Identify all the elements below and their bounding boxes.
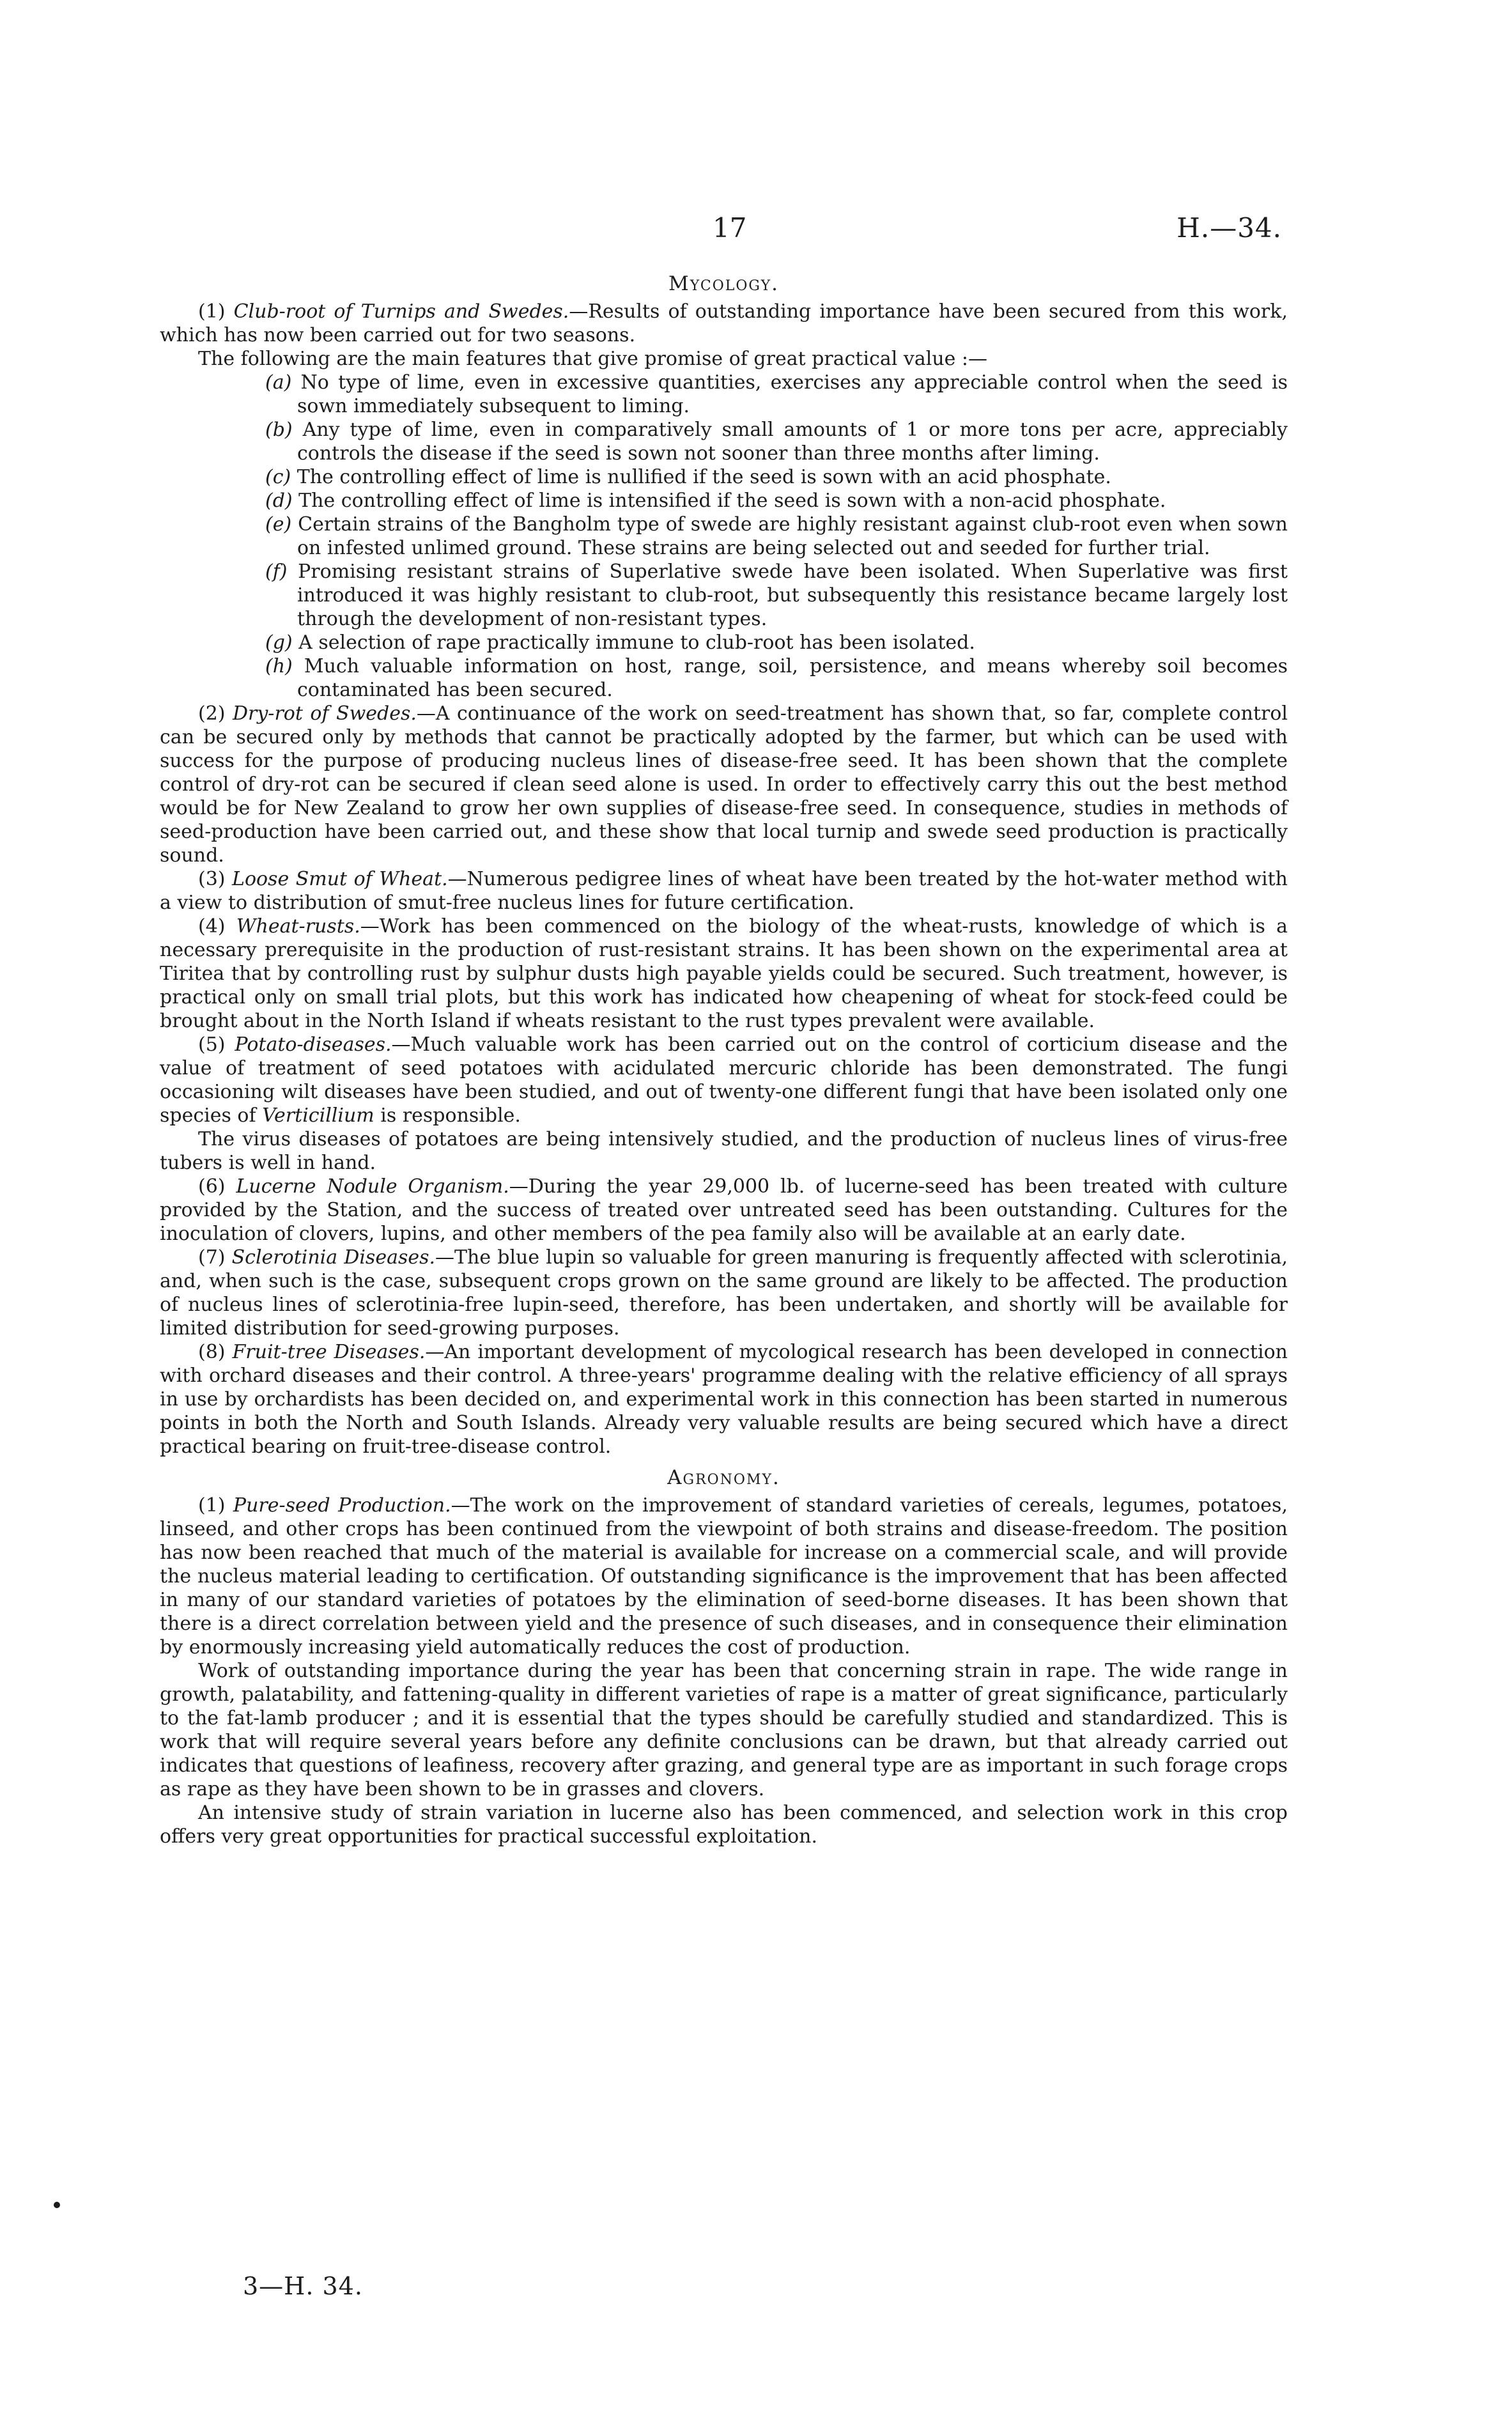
document-code: H.—34. — [1176, 212, 1282, 244]
paragraph-title: Club-root of Turnips and Swedes. — [233, 300, 569, 323]
loose-smut-paragraph — [160, 867, 1288, 915]
paragraph-number: (3) — [198, 868, 233, 890]
list-item-label: (g) — [265, 631, 293, 654]
margin-dot — [54, 2202, 60, 2208]
list-item-text: Any type of lime, even in comparatively small amounts of 1 or more tons per acre, appreciably controls the disease if the seed is sown not sooner than three months after liming. — [297, 419, 1288, 465]
paragraph-number: (2) — [198, 702, 233, 725]
paragraph-number: (1) — [198, 300, 234, 323]
lucerne-strain-paragraph: An intensive study of strain variation in lucerne also has been commenced, and selection work in this crop offers very great opportunities for practical successful exploitation. — [160, 1802, 1288, 1848]
list-item-text: A selection of rape practically immune to club-root has been isolated. — [298, 631, 975, 654]
list-item-text: The controlling effect of lime is nullified if the seed is sown with an acid phosphate. — [297, 466, 1111, 488]
list-item-label: (c) — [265, 466, 291, 488]
list-item-label: (h) — [265, 655, 293, 677]
paragraph-number: (6) — [198, 1175, 236, 1198]
list-item — [265, 654, 1288, 702]
paragraph-text: —Work has been commenced on the biology of the wheat-rusts, knowledge of which is a necessary prerequisite in the production of rust-resistant strains. It has been shown on the experimental area at Tiritea that by controlling rust by sulphur dusts high payable yields could be secured. Such treatment, however, is practical only on small trial plots, but this work has indicated how cheapening of wheat for stock-feed could be brought about in the North Island if wheats resistant to the rust types prevalent were available. — [160, 915, 1288, 1032]
list-item-label: (e) — [265, 513, 292, 536]
potato-diseases-paragraph — [160, 1033, 1288, 1127]
list-item — [265, 489, 1288, 513]
list-item-label: (b) — [265, 419, 293, 441]
paragraph-text: —The blue lupin so valuable for green manuring is frequently affected with sclerotinia, and, when such is the case, subsequent crops grown on the same ground are likely to be affected. The production of nucleus lines of sclerotinia-free lupin-seed, therefore, has been undertaken, and shortly will be available for limited distribution for seed-growing purposes. — [160, 1246, 1288, 1340]
paragraph-text: —Results of outstanding importance have been secured from this work, which has now been carried out for two seasons. — [160, 300, 1288, 346]
paragraph-number: (7) — [198, 1246, 232, 1269]
paragraph-title: Pure-seed Production. — [233, 1494, 451, 1517]
page-number: 17 — [713, 212, 747, 244]
list-item-label: (a) — [265, 371, 292, 394]
paragraph-number: (5) — [198, 1033, 235, 1056]
pure-seed-paragraph — [160, 1494, 1288, 1659]
list-item-text: Certain strains of the Bangholm type of swede are highly resistant against club-root even when sown on infested unlimed ground. These strains are being selected out and seeded for further trial. — [297, 513, 1288, 559]
list-item — [265, 513, 1288, 560]
paragraph-text: —The work on the improvement of standard varieties of cereals, legumes, potatoes, linseed, and other crops has been continued from the viewpoint of both strains and disease-freedom. The position has now been reached that much of the material is available for increase on a commercial scale, and will provide the nucleus material leading to certification. Of outstanding significance is the improvement that has been affected in many of our standard varieties of potatoes by the elimination of seed-borne diseases. It has been shown that there is a direct correlation between yield and the presence of such diseases, and in consequence their elimination by enormously increasing yield automatically reduces the cost of production. — [160, 1494, 1288, 1659]
paragraph-text: —A continuance of the work on seed-treatment has shown that, so far, complete control can be secured only by methods that cannot be practically adopted by the farmer, but which can be used with success for the purpose of producing nucleus lines of disease-free seed. It has been shown that the complete control of dry-rot can be secured if clean seed alone is used. In order to effectively carry this out the best method would be for New Zealand to grow her own supplies of disease-free seed. In consequence, studies in methods of seed-production have been carried out, and these show that local turnip and swede seed production is practically sound. — [160, 702, 1288, 867]
paragraph-text: —Much valuable work has been carried out on the control of corticium disease and the value of treatment of seed potatoes with acidulated mercuric chloride has been demonstrated. The fungi occasioning wilt diseases have been studied, and out of twenty-one different fungi that have been isolated only one species of — [160, 1033, 1288, 1127]
paragraph-number: (8) — [198, 1341, 233, 1363]
wheat-rusts-paragraph — [160, 915, 1288, 1033]
paragraph-title: Lucerne Nodule Organism. — [236, 1175, 509, 1198]
list-item-label: (f) — [265, 561, 288, 583]
paragraph-title: Wheat-rusts. — [236, 915, 360, 938]
mycology-heading: Mycology. — [668, 272, 779, 295]
list-item — [265, 418, 1288, 465]
list-item — [265, 371, 1288, 418]
list-item-label: (d) — [265, 490, 293, 512]
dry-rot-paragraph — [160, 702, 1288, 867]
genus-name: Verticillium — [262, 1104, 374, 1127]
list-item-text: Promising resistant strains of Superlative swede have been isolated. When Superlative was first introduced it was highly resistant to club-root, but subsequently this resistance became largely lost through the development of non-resistant types. — [297, 561, 1288, 630]
list-item-text: Much valuable information on host, range, soil, persistence, and means whereby soil becomes contaminated has been secured. — [297, 655, 1288, 701]
paragraph-title: Potato-diseases. — [235, 1033, 392, 1056]
paragraph-text: —Numerous pedigree lines of wheat have been treated by the hot-water method with a view to distribution of smut-free nucleus lines for future certification. — [160, 868, 1288, 914]
paragraph-title: Sclerotinia Diseases. — [231, 1246, 436, 1269]
club-root-intro: The following are the main features that give promise of great practical value :— — [198, 348, 988, 370]
list-item-text: No type of lime, even in excessive quantities, exercises any appreciable control when the seed is sown immediately subsequent to liming. — [297, 371, 1288, 417]
paragraph-text: —During the year 29,000 lb. of lucerne-seed has been treated with culture provided by the Station, and the success of treated over untreated seed has been outstanding. Cultures for the inoculation of clovers, lupins, and other members of the pea family also will be available at an early date. — [160, 1175, 1288, 1245]
fruit-tree-paragraph — [160, 1340, 1288, 1458]
sclerotinia-paragraph — [160, 1246, 1288, 1340]
footer-signature: 3—H. 34. — [243, 2272, 363, 2300]
list-item-text: The controlling effect of lime is intensified if the seed is sown with a non-acid phosphate. — [298, 490, 1166, 512]
paragraph-text: —An important development of mycological research has been developed in connection with orchard diseases and their control. A three-years' programme dealing with the relative efficiency of all sprays in use by orchardists has been decided on, and experimental work in this connection has been started in numerous points in both the North and South Islands. Already very valuable results are being secured which have a direct practical bearing on fruit-tree-disease control. — [160, 1341, 1288, 1458]
agronomy-heading: Agronomy. — [667, 1466, 780, 1489]
lucerne-nodule-paragraph — [160, 1175, 1288, 1246]
paragraph-number: (4) — [198, 915, 236, 938]
club-root-paragraph — [160, 300, 1288, 347]
paragraph-number: (1) — [198, 1494, 233, 1517]
paragraph-title: Dry-rot of Swedes. — [232, 702, 417, 725]
list-item — [265, 560, 1288, 631]
list-item — [265, 465, 1288, 489]
list-item — [265, 631, 1288, 654]
paragraph-text-end: is responsible. — [374, 1104, 521, 1127]
paragraph-title: Loose Smut of Wheat. — [232, 868, 448, 890]
rape-strain-paragraph: Work of outstanding importance during the year has been that concerning strain in rape. The wide range in growth, palatability, and fattening-quality in different varieties of rape is a matter of great significance, particularly to the fat-lamb producer ; and it is essential that the types should be carefully studied and standardized. This is work that will require several years before any definite conclusions can be drawn, but that already carried out indicates that questions of leafiness, recovery after grazing, and general type are as important in such forage crops as rape as they have been shown to be in grasses and clovers. — [160, 1660, 1288, 1800]
paragraph-title: Fruit-tree Diseases. — [232, 1341, 426, 1363]
page-body — [160, 268, 1288, 1848]
virus-diseases-paragraph: The virus diseases of potatoes are being intensively studied, and the production of nucleus lines of virus-free tubers is well in hand. — [160, 1128, 1288, 1174]
